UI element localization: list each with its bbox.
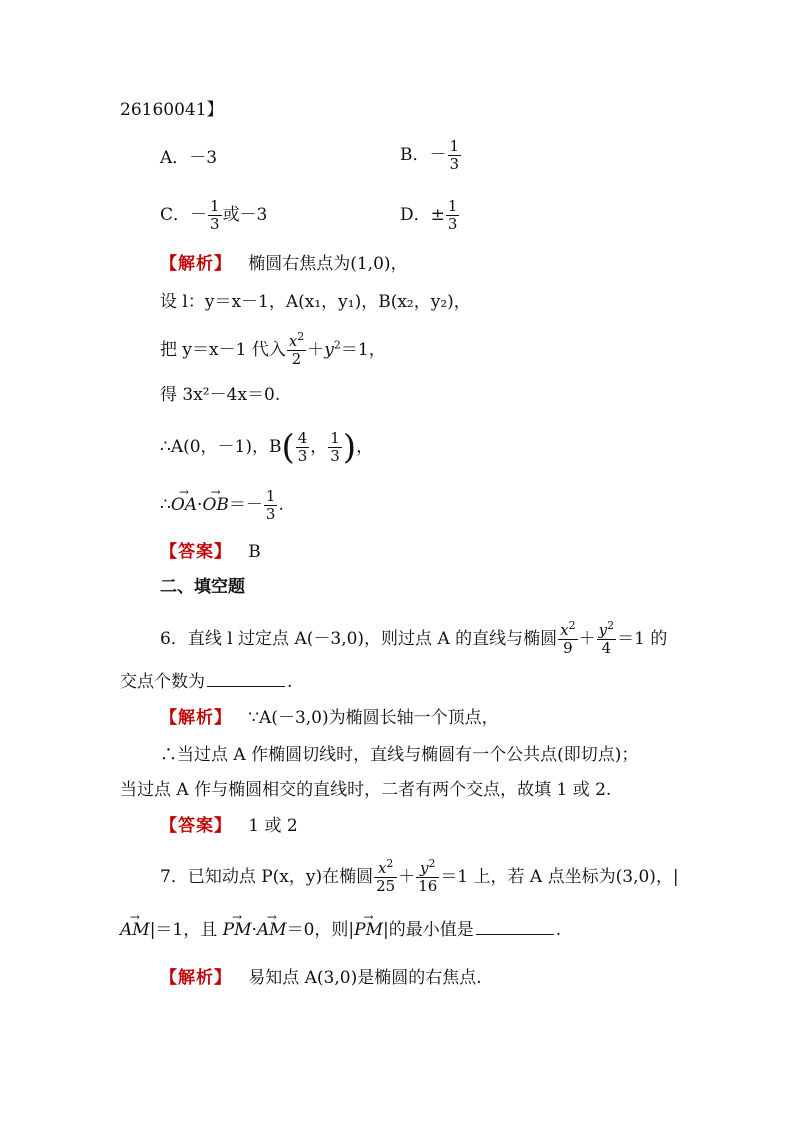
question-7-line-1: 7．已知动点 P(x，y)在椭圆 $\frac{x^2}{25}$ ＋ $\frac{y^2}{16}$ ＝1 上，若 A 点坐标为(3,0)，| (160, 857, 679, 895)
analysis-7-line-1: 【解析】 易知点 A(3,0)是椭圆的右焦点. (160, 968, 482, 988)
fraction: $\frac{1}{3}$ (449, 137, 460, 173)
answer-blank[interactable] (207, 670, 285, 687)
answer-tag: 【答案】 (160, 816, 232, 836)
option-c: C．－ $\frac{1}{3}$ 或－3 (160, 197, 268, 233)
section-title: 二、填空题 (160, 577, 245, 597)
fraction: $\frac{1}{3}$ (447, 197, 458, 233)
fraction: $\frac{x^2}{25}$ (376, 857, 396, 895)
answer-tag: 【答案】 (160, 542, 232, 562)
analysis-6-line-2: ∴当过点 A 作椭圆切线时，直线与椭圆有一个公共点(即切点)； (160, 745, 639, 765)
question-6-line-2: 交点个数为 . (120, 672, 293, 692)
answer-blank[interactable] (476, 918, 554, 935)
analysis-6-line-3: 当过点 A 作与椭圆相交的直线时，二者有两个交点，故填 1 或 2. (120, 780, 612, 800)
question-id-fragment: 26160041】 (120, 100, 224, 120)
analysis-6-line-1: 【解析】 ∵A(－3,0)为椭圆长轴一个顶点， (160, 708, 499, 728)
analysis-tag: 【解析】 (160, 708, 232, 728)
fraction: $\frac{1}{3}$ (330, 429, 340, 465)
fraction: $\frac{1}{3}$ (210, 197, 220, 233)
fraction: $\frac{x^2}{2}$ (288, 330, 305, 368)
answer-6-line: 【答案】 1 或 2 (160, 816, 298, 836)
option-a: A．－3 (160, 148, 218, 168)
analysis-tag: 【解析】 (160, 968, 232, 988)
analysis-line-5: ∴A(0，－1)，B( $\frac{4}{3}$ ， $\frac{1}{3}$ )， (160, 427, 374, 468)
fraction: $\frac{x^2}{9}$ (560, 619, 576, 657)
option-d: D．± $\frac{1}{3}$ (400, 197, 458, 233)
fraction: $\frac{y^2}{16}$ (418, 857, 438, 895)
analysis-line-1: 【解析】 椭圆右焦点为(1,0)， (160, 254, 408, 274)
fraction: $\frac{4}{3}$ (297, 429, 308, 465)
analysis-line-6: ∴→ OA·→ OB＝－ $\frac{1}{3}$ . (160, 488, 284, 523)
analysis-line-3: 把 y＝x－1 代入 $\frac{x^2}{2}$ $+y^2=1$， (160, 330, 386, 368)
question-6-line-1: 6．直线 l 过定点 A(－3,0)，则过点 A 的直线与椭圆 $\frac{x^2}{9}$ ＋ $\frac{y^2}{4}$ ＝1 的 (160, 619, 668, 657)
answer-line: 【答案】 B (160, 542, 261, 562)
analysis-line-4: 得 3x²－4x＝0. (160, 385, 281, 405)
analysis-tag: 【解析】 (160, 254, 232, 274)
fraction: $\frac{y^2}{4}$ (598, 619, 615, 657)
fraction: $\frac{1}{3}$ (265, 487, 276, 523)
analysis-line-2: 设 l：y＝x－1，A(x₁，y₁)，B(x₂，y₂)， (160, 292, 471, 312)
question-7-line-2: → AM|＝1，且 → PM·→ AM＝0，则|→ PM|的最小值是 . (120, 918, 561, 942)
option-b: B．－ $\frac{1}{3}$ (400, 137, 460, 173)
